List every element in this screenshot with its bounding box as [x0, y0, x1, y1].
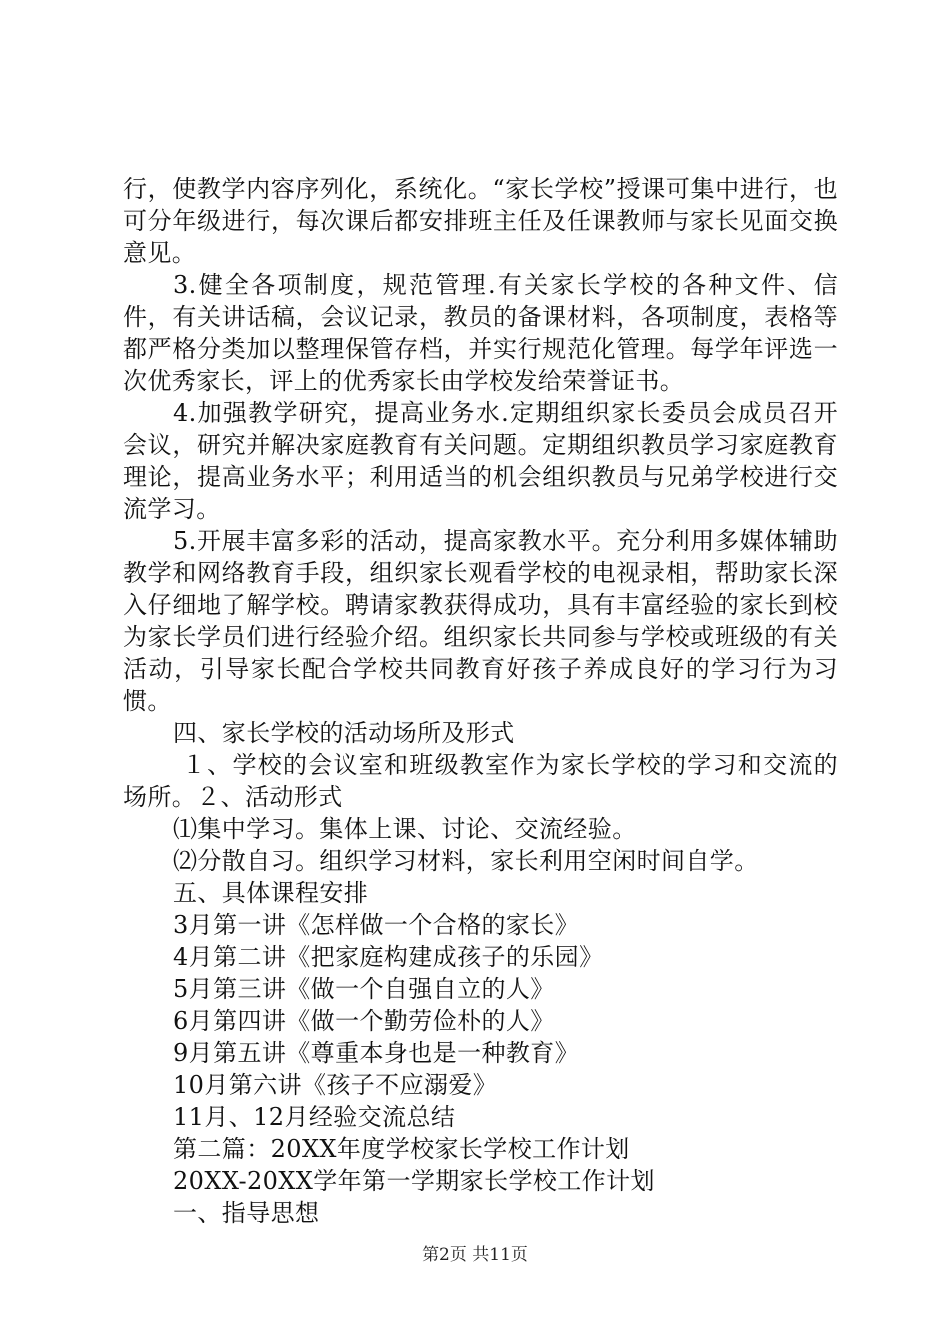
paragraph: 5.开展丰富多彩的活动，提高家教水平。充分利用多媒体辅助教学和网络教育手段，组织家长观看学校的电视录相，帮助家长深入仔细地了解学校。聘请家教获得成功，具有丰富经验的家长到校为家长学员们进行经验介绍。组织家长共同参与学校或班级的有关活动，引导家长配合学校共同教育好孩子养成良好的学习行为习惯。 [123, 527, 838, 715]
list-item: ⑵分散自习。组织学习材料，家长利用空闲时间自学。 [173, 847, 759, 875]
paragraph: １、学校的会议室和班级教室作为家长学校的学习和交流的场所。２、活动形式 [123, 751, 838, 811]
paragraph: 3.健全各项制度，规范管理.有关家长学校的各种文件、信件，有关讲话稿，会议记录，教员的备课材料，各项制度，表格等都严格分类加以整理保管存档，并实行规范化管理。每学年评选一次优秀家长，评上的优秀家长由学校发给荣誉证书。 [123, 271, 838, 395]
section-heading: 五、具体课程安排 [173, 879, 369, 907]
page-number-footer: 第2页 共11页 [422, 1245, 528, 1265]
paragraph: 4.加强教学研究，提高业务水.定期组织家长委员会成员召开会议，研究并解决家庭教育有关问题。定期组织教员学习家庭教育理论，提高业务水平；利用适当的机会组织教员与兄弟学校进行交流学习。 [123, 399, 838, 523]
section-heading: 四、家长学校的活动场所及形式 [173, 719, 515, 747]
list-item: ⑴集中学习。集体上课、讨论、交流经验。 [173, 815, 637, 843]
list-item: 11月、12月经验交流总结 [173, 1103, 456, 1131]
list-item: 5月第三讲《做一个自强自立的人》 [173, 975, 555, 1003]
section-heading: 一、指导思想 [173, 1199, 320, 1227]
list-item: 4月第二讲《把家庭构建成孩子的乐园》 [173, 943, 604, 971]
list-item: 10月第六讲《孩子不应溺爱》 [173, 1071, 498, 1099]
list-item: 3月第一讲《怎样做一个合格的家长》 [173, 911, 580, 939]
list-item: 6月第四讲《做一个勤劳俭朴的人》 [173, 1007, 555, 1035]
subtitle: 20XX-20XX学年第一学期家长学校工作计划 [173, 1167, 655, 1195]
chapter-title: 第二篇：20XX年度学校家长学校工作计划 [173, 1135, 630, 1163]
document-body [123, 173, 838, 1229]
list-item: 9月第五讲《尊重本身也是一种教育》 [173, 1039, 580, 1067]
paragraph: 行，使教学内容序列化，系统化。“家长学校”授课可集中进行，也可分年级进行，每次课后都安排班主任及任课教师与家长见面交换意见。 [123, 175, 838, 267]
